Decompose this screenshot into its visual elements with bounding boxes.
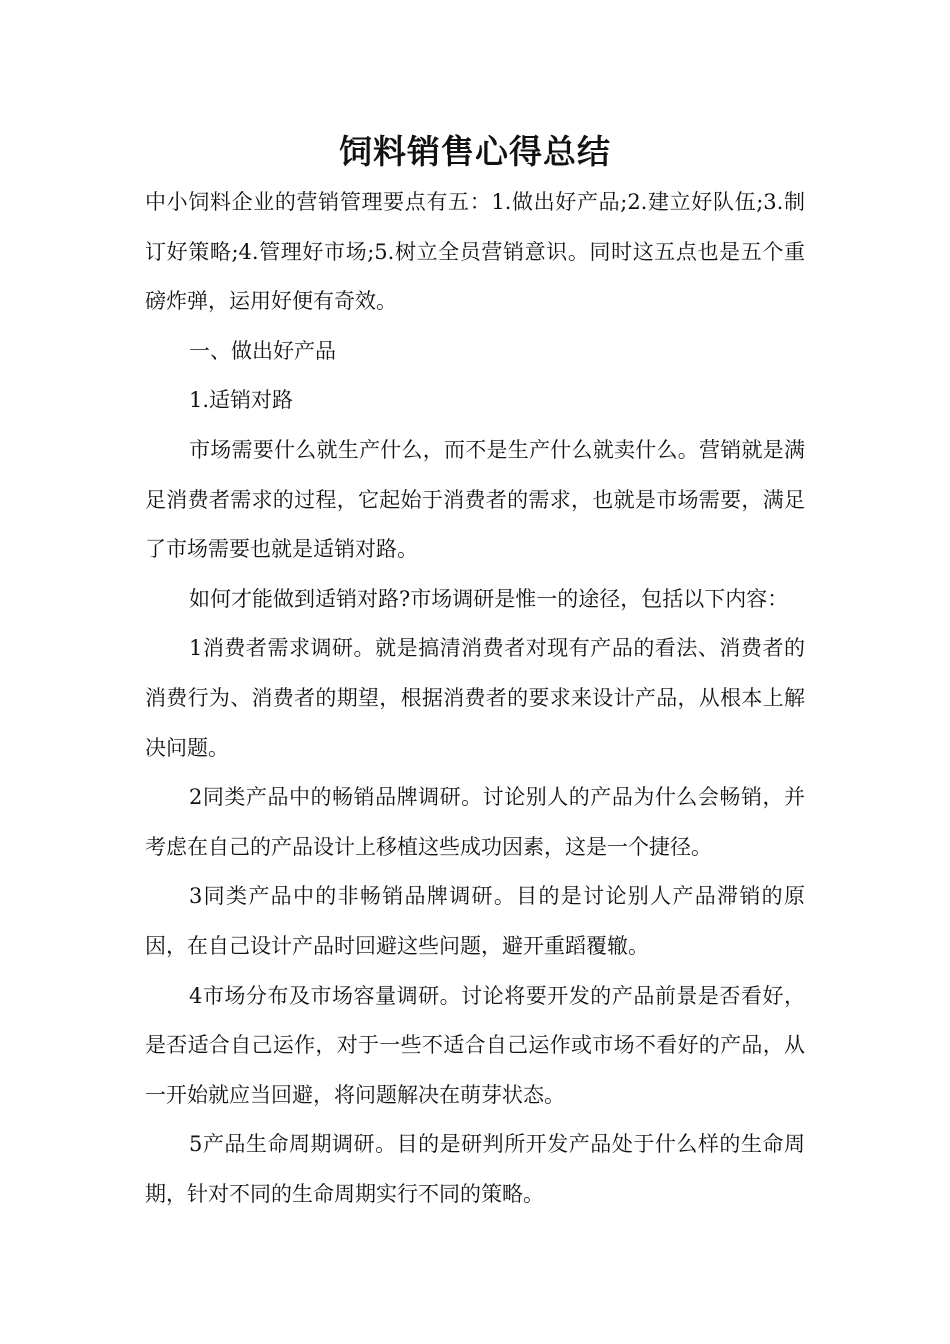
subsection-heading: 1.适销对路 [189, 388, 294, 413]
paragraph: 如何才能做到适销对路?市场调研是惟一的途径，包括以下内容： [189, 586, 789, 611]
section-heading: 一、做出好产品 [189, 338, 336, 363]
paragraph: 中小饲料企业的营销管理要点有五：1.做出好产品;2.建立好队伍;3.制订好策略;4.管理好市场;5.树立全员营销意识。同时这五点也是五个重磅炸弹，运用好便有奇效。 [145, 190, 805, 314]
list-item: 3同类产品中的非畅销品牌调研。目的是讨论别人产品滞销的原因，在自己设计产品时回避这些问题，避开重蹈覆辙。 [145, 884, 805, 958]
list-item: 2同类产品中的畅销品牌调研。讨论别人的产品为什么会畅销，并考虑在自己的产品设计上移植这些成功因素，这是一个捷径。 [145, 785, 805, 859]
list-item: 4市场分布及市场容量调研。讨论将要开发的产品前景是否看好，是否适合自己运作，对于一些不适合自己运作或市场不看好的产品，从一开始就应当回避，将问题解决在萌芽状态。 [145, 983, 805, 1107]
list-item: 1消费者需求调研。就是搞清消费者对现有产品的看法、消费者的消费行为、消费者的期望，根据消费者的要求来设计产品，从根本上解决问题。 [145, 636, 805, 760]
list-item: 5产品生命周期调研。目的是研判所开发产品处于什么样的生命周期，针对不同的生命周期实行不同的策略。 [145, 1132, 805, 1206]
paragraph: 市场需要什么就生产什么，而不是生产什么就卖什么。营销就是满足消费者需求的过程，它起始于消费者的需求，也就是市场需要，满足了市场需要也就是适销对路。 [145, 437, 805, 562]
document-body [145, 178, 805, 1219]
page-title: 饲料销售心得总结 [339, 132, 611, 171]
